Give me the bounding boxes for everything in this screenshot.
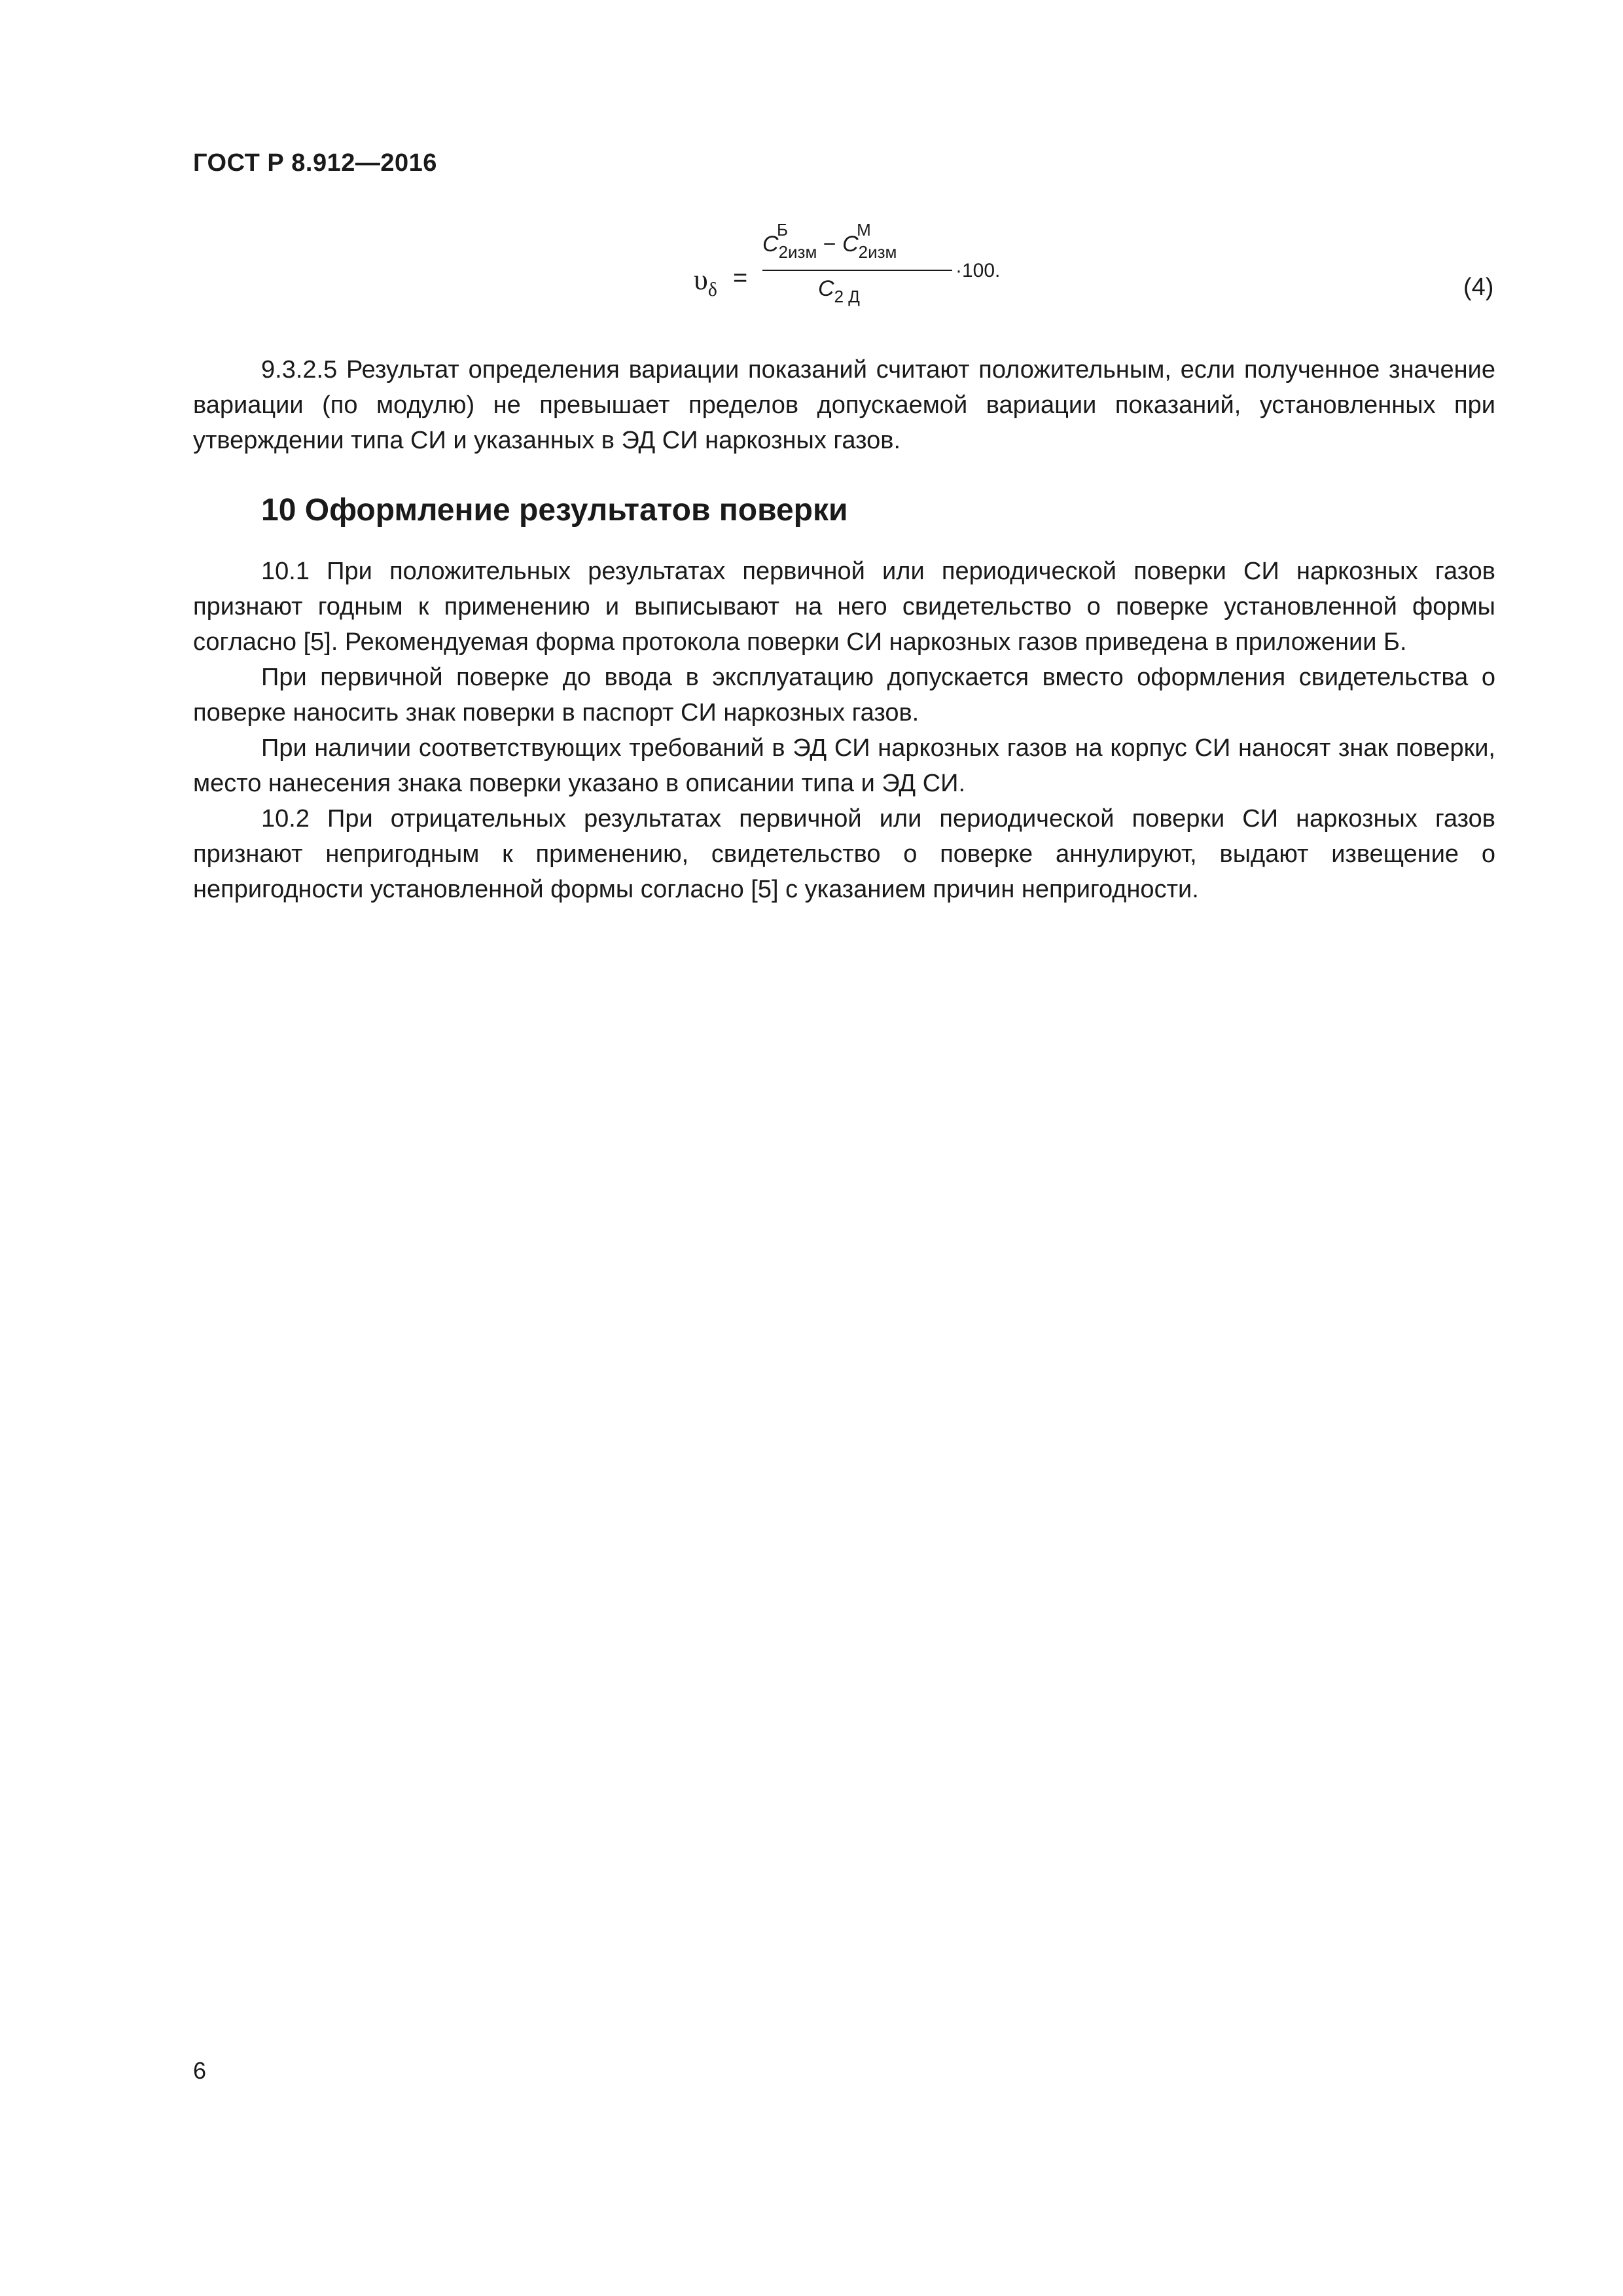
section-10-body xyxy=(193,554,1495,907)
formula-numerator: C Б $_{2изм}$ − C М $_{2изм}$ xyxy=(762,220,897,262)
paragraph-10-1: 10.1 При положительных результатах первичной или периодической поверки СИ наркозных газов признают годным к применению и выписывают на него свидетельство о поверке установленной формы согласно [5]. Рекомендуемая форма протокола поверки СИ наркозных газов приведена в приложении Б. xyxy=(193,558,1495,656)
formula-denominator: $C_{2 Д}$ xyxy=(818,276,860,306)
formula-fraction-bar xyxy=(762,270,952,271)
section-10-title: 10 Оформление результатов поверки xyxy=(261,493,848,528)
paragraph-9-3-2-5: 9.3.2.5 Результат определения вариации показаний считают положительным, если полученное значение вариации (по модулю) не превышает пределов допускаемой вариации показаний, установленных при утверждении типа СИ и указанных в ЭД СИ наркозных газов. xyxy=(193,356,1495,454)
formula-lhs: $\upsilon_\delta$ xyxy=(694,264,717,300)
formula-number: (4) xyxy=(1463,274,1494,301)
formula-equals: = xyxy=(733,264,748,292)
formula-4 xyxy=(694,220,1021,315)
paragraph-10-1-2: При первичной поверке до ввода в эксплуатацию допускается вместо оформления свидетельства о поверке наносить знак поверки в паспорт СИ наркозных газов. xyxy=(193,664,1495,726)
paragraph-10-1-3: При наличии соответствующих требований в ЭД СИ наркозных газов на корпус СИ наносят знак поверки, место нанесения знака поверки указано в описании типа и ЭД СИ. xyxy=(193,734,1495,797)
page-number: 6 xyxy=(193,2057,207,2084)
formula-multiplier: ·100. xyxy=(955,260,1001,281)
document-header-code: ГОСТ Р 8.912—2016 xyxy=(193,149,437,177)
paragraph-10-2: 10.2 При отрицательных результатах первичной или периодической поверки СИ наркозных газов признают непригодным к применению, свидетельство о поверке аннулируют, выдают извещение о непригодности установленной формы согласно [5] с указанием причин непригодности. xyxy=(193,805,1495,903)
